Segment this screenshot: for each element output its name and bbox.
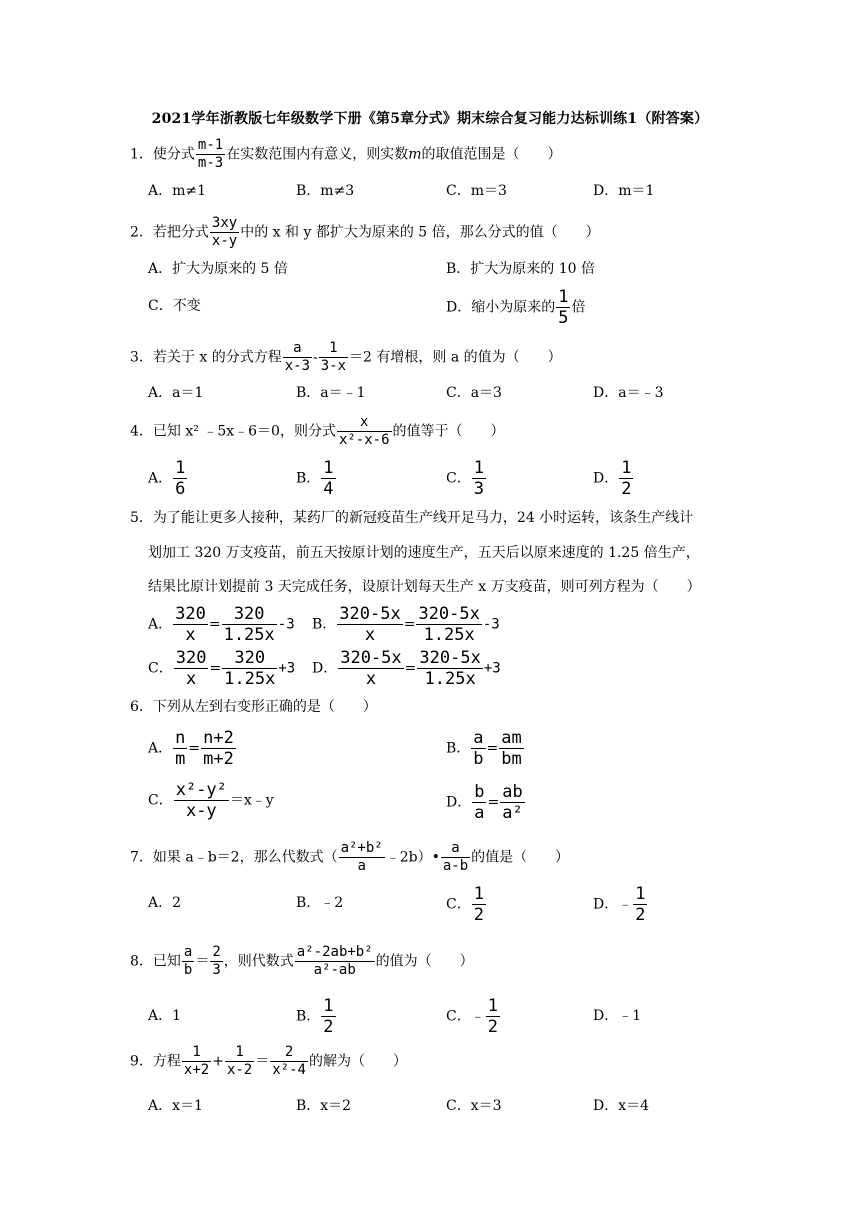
q7-option-c: C． $\frac{1}{2}$: [446, 884, 484, 925]
fraction: $\frac{n}{m}$: [175, 728, 186, 769]
fraction: $\frac{1}{3-x}$: [320, 340, 347, 374]
q7-option-b: B．﹣2: [296, 895, 344, 911]
fraction: $\frac{320}{x}$: [175, 604, 206, 645]
fraction: $\frac{320-5x}{1.25x}$: [418, 604, 480, 645]
q1-option-b: B．m≠3: [296, 183, 355, 199]
question-5-line-1: 5．为了能让更多人接种，某药厂的新冠疫苗生产线开足马力，24 小时运转，该条生产线计: [130, 510, 694, 526]
q1-option-a: A．m≠1: [148, 183, 207, 199]
question-9: 9．方程 $\frac{1}{x+2}$ + $\frac{1}{x-2}$ ＝ $\frac{2}{\text{x²-4}}$ 的解为（ ）: [130, 1044, 407, 1078]
fraction: $\frac{ab}{\text{a²}}$: [502, 782, 523, 823]
q8-option-a: A．1: [148, 1008, 182, 1024]
fraction: $\frac{n+2}{m+2}$: [203, 728, 234, 769]
fraction: $\frac{a}{x-3}$: [284, 340, 311, 374]
fraction: $\frac{1}{2}$: [473, 884, 484, 925]
q5-option-d: D． $\frac{320-5x}{x}$ = $\frac{320-5x}{1.25x}$ +3: [312, 648, 501, 689]
q1-option-c: C．m＝3: [446, 183, 507, 199]
fraction: $\frac{1}{2}$: [323, 996, 334, 1037]
q8-option-b: B． $\frac{1}{2}$: [296, 996, 334, 1037]
page-title: 2021学年浙教版七年级数学下册《第5章分式》期末综合复习能力达标训练1（附答案）: [151, 111, 709, 127]
fraction: $\frac{2}{3}$: [212, 944, 221, 978]
q3-option-a: A．a＝1: [148, 385, 204, 401]
q8-option-d: D．﹣1: [593, 1008, 642, 1024]
q4-option-b: B． $\frac{1}{4}$: [296, 458, 334, 499]
fraction: $\frac{320-5x}{1.25x}$: [419, 648, 481, 689]
fraction: $\frac{1}{x-2}$: [226, 1044, 253, 1078]
q3-option-d: D．a＝﹣3: [593, 385, 664, 401]
fraction: $\frac{a}{b}$: [473, 728, 484, 769]
q6-option-d: D． $\frac{b}{a}$ = $\frac{ab}{\text{a²}}$: [446, 782, 523, 823]
fraction: $\frac{320}{1.25x}$: [223, 604, 275, 645]
fraction: $\frac{b}{a}$: [474, 782, 485, 823]
fraction: $\frac{3xy}{x-y}$: [211, 215, 238, 249]
q9-option-c: C．x＝3: [446, 1098, 502, 1114]
q1-option-d: D．m＝1: [593, 183, 655, 199]
fraction: $\frac{a}{b}$: [183, 944, 193, 978]
question-8: 8．已知 $\frac{a}{b}$ ＝ $\frac{2}{3}$ ，则代数式 $\frac{\text{a²-2ab+b²}}{\text{a²-ab}}$ 的值为（ ）: [130, 944, 474, 978]
fraction: $\frac{2}{\text{x²-4}}$: [272, 1044, 306, 1078]
fraction: $\frac{am}{bm}$: [501, 728, 522, 769]
question-7: 7．如果 a﹣b＝2，那么代数式（ $\frac{\text{a²+b²}}{a}$ ﹣2b）• $\frac{a}{a-b}$ 的值是（ ）: [130, 840, 570, 874]
fraction: $\frac{1}{x+2}$: [183, 1044, 210, 1078]
q2-option-c: C．不变: [148, 298, 201, 314]
fraction: $\frac{1}{2}$: [621, 458, 632, 499]
q9-option-b: B．x＝2: [296, 1098, 352, 1114]
fraction: $\frac{320-5x}{x}$: [340, 648, 402, 689]
q4-option-a: A． $\frac{1}{6}$: [148, 458, 186, 499]
fraction: $\frac{1}{2}$: [635, 884, 646, 925]
fraction: $\frac{320-5x}{x}$: [339, 604, 401, 645]
q9-option-d: D．x＝4: [593, 1098, 650, 1114]
q2-option-d: D．缩小为原来的 $\frac{1}{5}$ 倍: [446, 287, 586, 328]
q5-option-b: B． $\frac{320-5x}{x}$ = $\frac{320-5x}{1.25x}$ -3: [312, 604, 500, 645]
q6-option-c: C． $\frac{\text{x²-y²}}{x-y}$ ＝x﹣y: [148, 780, 274, 821]
question-5-line-2: 划加工 320 万支疫苗，前五天按原计划的速度生产，五天后以原来速度的 1.25 倍生产，: [148, 545, 700, 561]
fraction: $\frac{\text{a²+b²}}{a}$: [340, 840, 383, 874]
q4-option-c: C． $\frac{1}{3}$: [446, 458, 484, 499]
question-1: 1．使分式 $\frac{m-1}{m-3}$ 在实数范围内有意义，则实数m的取值范围是（ ）: [130, 137, 562, 171]
fraction: $\frac{x}{\text{x²-x-6}}$: [338, 414, 390, 448]
fraction: $\frac{320}{1.25x}$: [224, 648, 276, 689]
q3-option-b: B．a＝﹣1: [296, 385, 366, 401]
fraction: $\frac{\text{x²-y²}}{x-y}$: [175, 780, 227, 821]
q2-option-b: B．扩大为原来的 10 倍: [446, 261, 596, 277]
q6-option-a: A． $\frac{n}{m}$ = $\frac{n+2}{m+2}$: [148, 728, 234, 769]
question-6: 6．下列从左到右变形正确的是（ ）: [130, 699, 377, 715]
q5-option-c: C． $\frac{320}{x}$ = $\frac{320}{1.25x}$ +3: [148, 648, 296, 689]
q2-option-a: A．扩大为原来的 5 倍: [148, 261, 288, 277]
fraction: $\frac{1}{6}$: [175, 458, 186, 499]
q5-option-a: A． $\frac{320}{x}$ = $\frac{320}{1.25x}$ -3: [148, 604, 295, 645]
q6-option-b: B． $\frac{a}{b}$ = $\frac{am}{bm}$: [446, 728, 522, 769]
q9-option-a: A．x＝1: [148, 1098, 203, 1114]
question-4: 4．已知 x² ﹣5x﹣6＝0，则分式 $\frac{x}{\text{x²-x-6}}$ 的值等于（ ）: [130, 414, 505, 448]
fraction: $\frac{m-1}{m-3}$: [197, 137, 224, 171]
fraction: $\frac{\text{a²-2ab+b²}}{\text{a²-ab}}$: [296, 944, 373, 978]
q7-option-d: D．﹣ $\frac{1}{2}$: [593, 884, 646, 925]
q7-option-a: A．2: [148, 895, 182, 911]
q3-option-c: C．a＝3: [446, 385, 502, 401]
q4-option-d: D． $\frac{1}{2}$: [593, 458, 632, 499]
fraction: $\frac{a}{a-b}$: [442, 840, 469, 874]
question-5-line-3: 结果比原计划提前 3 天完成任务，设原计划每天生产 x 万支疫苗，则可列方程为（ ）: [148, 579, 701, 595]
question-3: 3．若关于 x 的分式方程 $\frac{a}{x-3}$ - $\frac{1}{3-x}$ ＝2 有增根，则 a 的值为（ ）: [130, 340, 562, 374]
fraction: $\frac{1}{4}$: [323, 458, 334, 499]
fraction: $\frac{1}{2}$: [487, 996, 498, 1037]
fraction: $\frac{320}{x}$: [175, 648, 207, 689]
question-2: 2．若把分式 $\frac{3xy}{x-y}$ 中的 x 和 y 都扩大为原来的 5 倍，那么分式的值（ ）: [130, 215, 600, 249]
fraction: $\frac{1}{5}$: [558, 287, 569, 328]
fraction: $\frac{1}{3}$: [473, 458, 484, 499]
q8-option-c: C．﹣ $\frac{1}{2}$: [446, 996, 498, 1037]
